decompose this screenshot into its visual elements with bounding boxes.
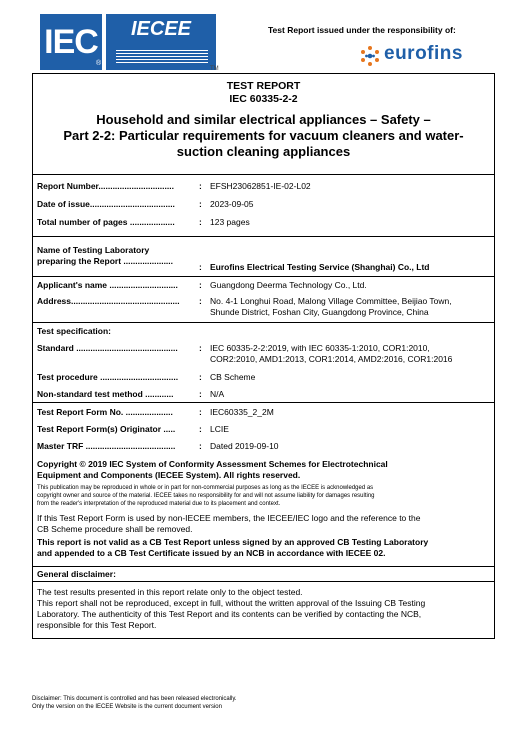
nonstandard-method: N/A bbox=[210, 389, 225, 399]
form-number: IEC60335_2_2M bbox=[210, 407, 274, 417]
divider bbox=[32, 174, 495, 175]
colon: : bbox=[199, 217, 202, 227]
general-disclaimer-line-1: The test results presented in this report relate only to the object tested. bbox=[37, 587, 303, 597]
copyright-note-1: This publication may be reproduced in whole or in part for non-commercial purposes as long as the IECEE is acknowledged as bbox=[37, 485, 374, 491]
copyright-note-2: copyright owner and source of the material. IECEE takes no responsibility for and will not assume liability for damages resulting bbox=[37, 493, 375, 499]
colon: : bbox=[199, 389, 202, 399]
date-label: Date of issue.................................... bbox=[37, 199, 175, 209]
trademark-mark: TM bbox=[210, 66, 219, 72]
report-type: TEST REPORT bbox=[226, 80, 301, 92]
colon: : bbox=[199, 262, 202, 272]
eurofins-wordmark: eurofins bbox=[384, 43, 463, 64]
title-line-1: Household and similar electrical appliances – Safety – bbox=[96, 112, 431, 127]
divider bbox=[32, 581, 495, 582]
standard-label: Standard ........................................... bbox=[37, 343, 178, 353]
procedure-label: Test procedure ................................. bbox=[37, 372, 179, 382]
divider bbox=[32, 566, 495, 567]
registered-mark: ® bbox=[96, 60, 102, 67]
master-trf-label: Master TRF ...................................... bbox=[37, 441, 176, 451]
colon: : bbox=[199, 407, 202, 417]
standard-line-2: COR2:2010, AMD1:2013, COR1:2014, AMD2:2016, COR1:2016 bbox=[210, 354, 453, 364]
nonstandard-label: Non-standard test method ............ bbox=[37, 389, 174, 399]
colon: : bbox=[199, 181, 202, 191]
footer-disclaimer bbox=[32, 696, 237, 711]
applicant-label: Applicant's name ............................. bbox=[37, 280, 178, 290]
test-specification-heading: Test specification: bbox=[37, 326, 111, 336]
lab-label-line-2: preparing the Report ..................... bbox=[37, 256, 174, 266]
form-number-label: Test Report Form No. .................... bbox=[37, 407, 173, 417]
total-pages: 123 pages bbox=[210, 217, 250, 227]
applicant-name: Guangdong Deerma Technology Co., Ltd. bbox=[210, 280, 367, 290]
iecee-logo-lines bbox=[116, 50, 208, 64]
general-disclaimer-heading: General disclaimer: bbox=[37, 569, 116, 579]
divider bbox=[32, 402, 495, 403]
footer-line-2: Only the version on the IECEE Website is the current document version bbox=[32, 703, 222, 710]
title-line-3: suction cleaning appliances bbox=[176, 144, 351, 159]
testing-laboratory: Eurofins Electrical Testing Service (Shanghai) Co., Ltd bbox=[210, 262, 430, 272]
colon: : bbox=[199, 343, 202, 353]
test-procedure: CB Scheme bbox=[210, 372, 256, 382]
standard-number: IEC 60335-2-2 bbox=[229, 93, 298, 105]
standard-line-1: IEC 60335-2-2:2019, with IEC 60335-1:2010, COR1:2010, bbox=[210, 343, 430, 353]
general-disclaimer-line-2: This report shall not be reproduced, except in full, without the written approval of the Issuing CB Testing bbox=[37, 598, 426, 608]
originator-label: Test Report Form(s) Originator ..... bbox=[37, 424, 176, 434]
address-label: Address.............................................. bbox=[37, 296, 180, 306]
eurofins-dots-icon bbox=[359, 45, 381, 67]
colon: : bbox=[199, 280, 202, 290]
footer-line-1: Disclaimer: This document is controlled and has been released electronically. bbox=[32, 696, 237, 702]
document-title bbox=[32, 112, 495, 160]
master-trf: Dated 2019-09-10 bbox=[210, 441, 279, 451]
colon: : bbox=[199, 372, 202, 382]
validity-note-2: and appended to a CB Test Certificate issued by an NCB in accordance with IECEE 02. bbox=[37, 548, 386, 558]
validity-note-1: This report is not valid as a CB Test Report unless signed by an approved CB Testing Laboratory bbox=[37, 537, 429, 547]
date-of-issue: 2023-09-05 bbox=[210, 199, 254, 209]
colon: : bbox=[199, 441, 202, 451]
colon: : bbox=[199, 199, 202, 209]
general-disclaimer-line-4: responsible for this Test Report. bbox=[37, 620, 157, 630]
iecee-logo: IECEE bbox=[106, 14, 216, 70]
general-disclaimer-line-3: Laboratory. The authenticity of this Test Report and its contents can be verified by contacting the NCB, bbox=[37, 609, 422, 619]
report-number-label: Report Number................................ bbox=[37, 181, 174, 191]
lab-label-line-1: Name of Testing Laboratory bbox=[37, 245, 150, 255]
non-member-note-2: CB Scheme procedure shall be removed. bbox=[37, 524, 193, 534]
responsibility-text: Test Report issued under the responsibility of: bbox=[268, 25, 456, 35]
divider bbox=[32, 236, 495, 237]
pages-label: Total number of pages ................... bbox=[37, 217, 175, 227]
divider bbox=[32, 322, 495, 323]
address-line-2: Shunde District, Foshan City, Guangdong Province, China bbox=[210, 307, 429, 317]
divider bbox=[32, 276, 495, 277]
title-block bbox=[32, 80, 495, 160]
iec-logo: IEC bbox=[40, 14, 102, 70]
report-number: EFSH23062851-IE-02-L02 bbox=[210, 181, 311, 191]
copyright-note-3: from the reader's interpretation of the reproduced material due to its placement and context. bbox=[37, 501, 281, 507]
non-member-note-1: If this Test Report Form is used by non-IECEE members, the IECEE/IEC logo and the reference to the bbox=[37, 513, 421, 523]
title-line-2: Part 2-2: Particular requirements for vacuum cleaners and water- bbox=[63, 128, 464, 143]
address-line-1: No. 4-1 Longhui Road, Malong Village Committee, Beijiao Town, bbox=[210, 296, 452, 306]
colon: : bbox=[199, 296, 202, 306]
originator: LCIE bbox=[210, 424, 229, 434]
copyright-line-2: Equipment and Components (IECEE System). All rights reserved. bbox=[37, 470, 301, 480]
colon: : bbox=[199, 424, 202, 434]
copyright-line-1: Copyright © 2019 IEC System of Conformity Assessment Schemes for Electrotechnical bbox=[37, 459, 388, 469]
